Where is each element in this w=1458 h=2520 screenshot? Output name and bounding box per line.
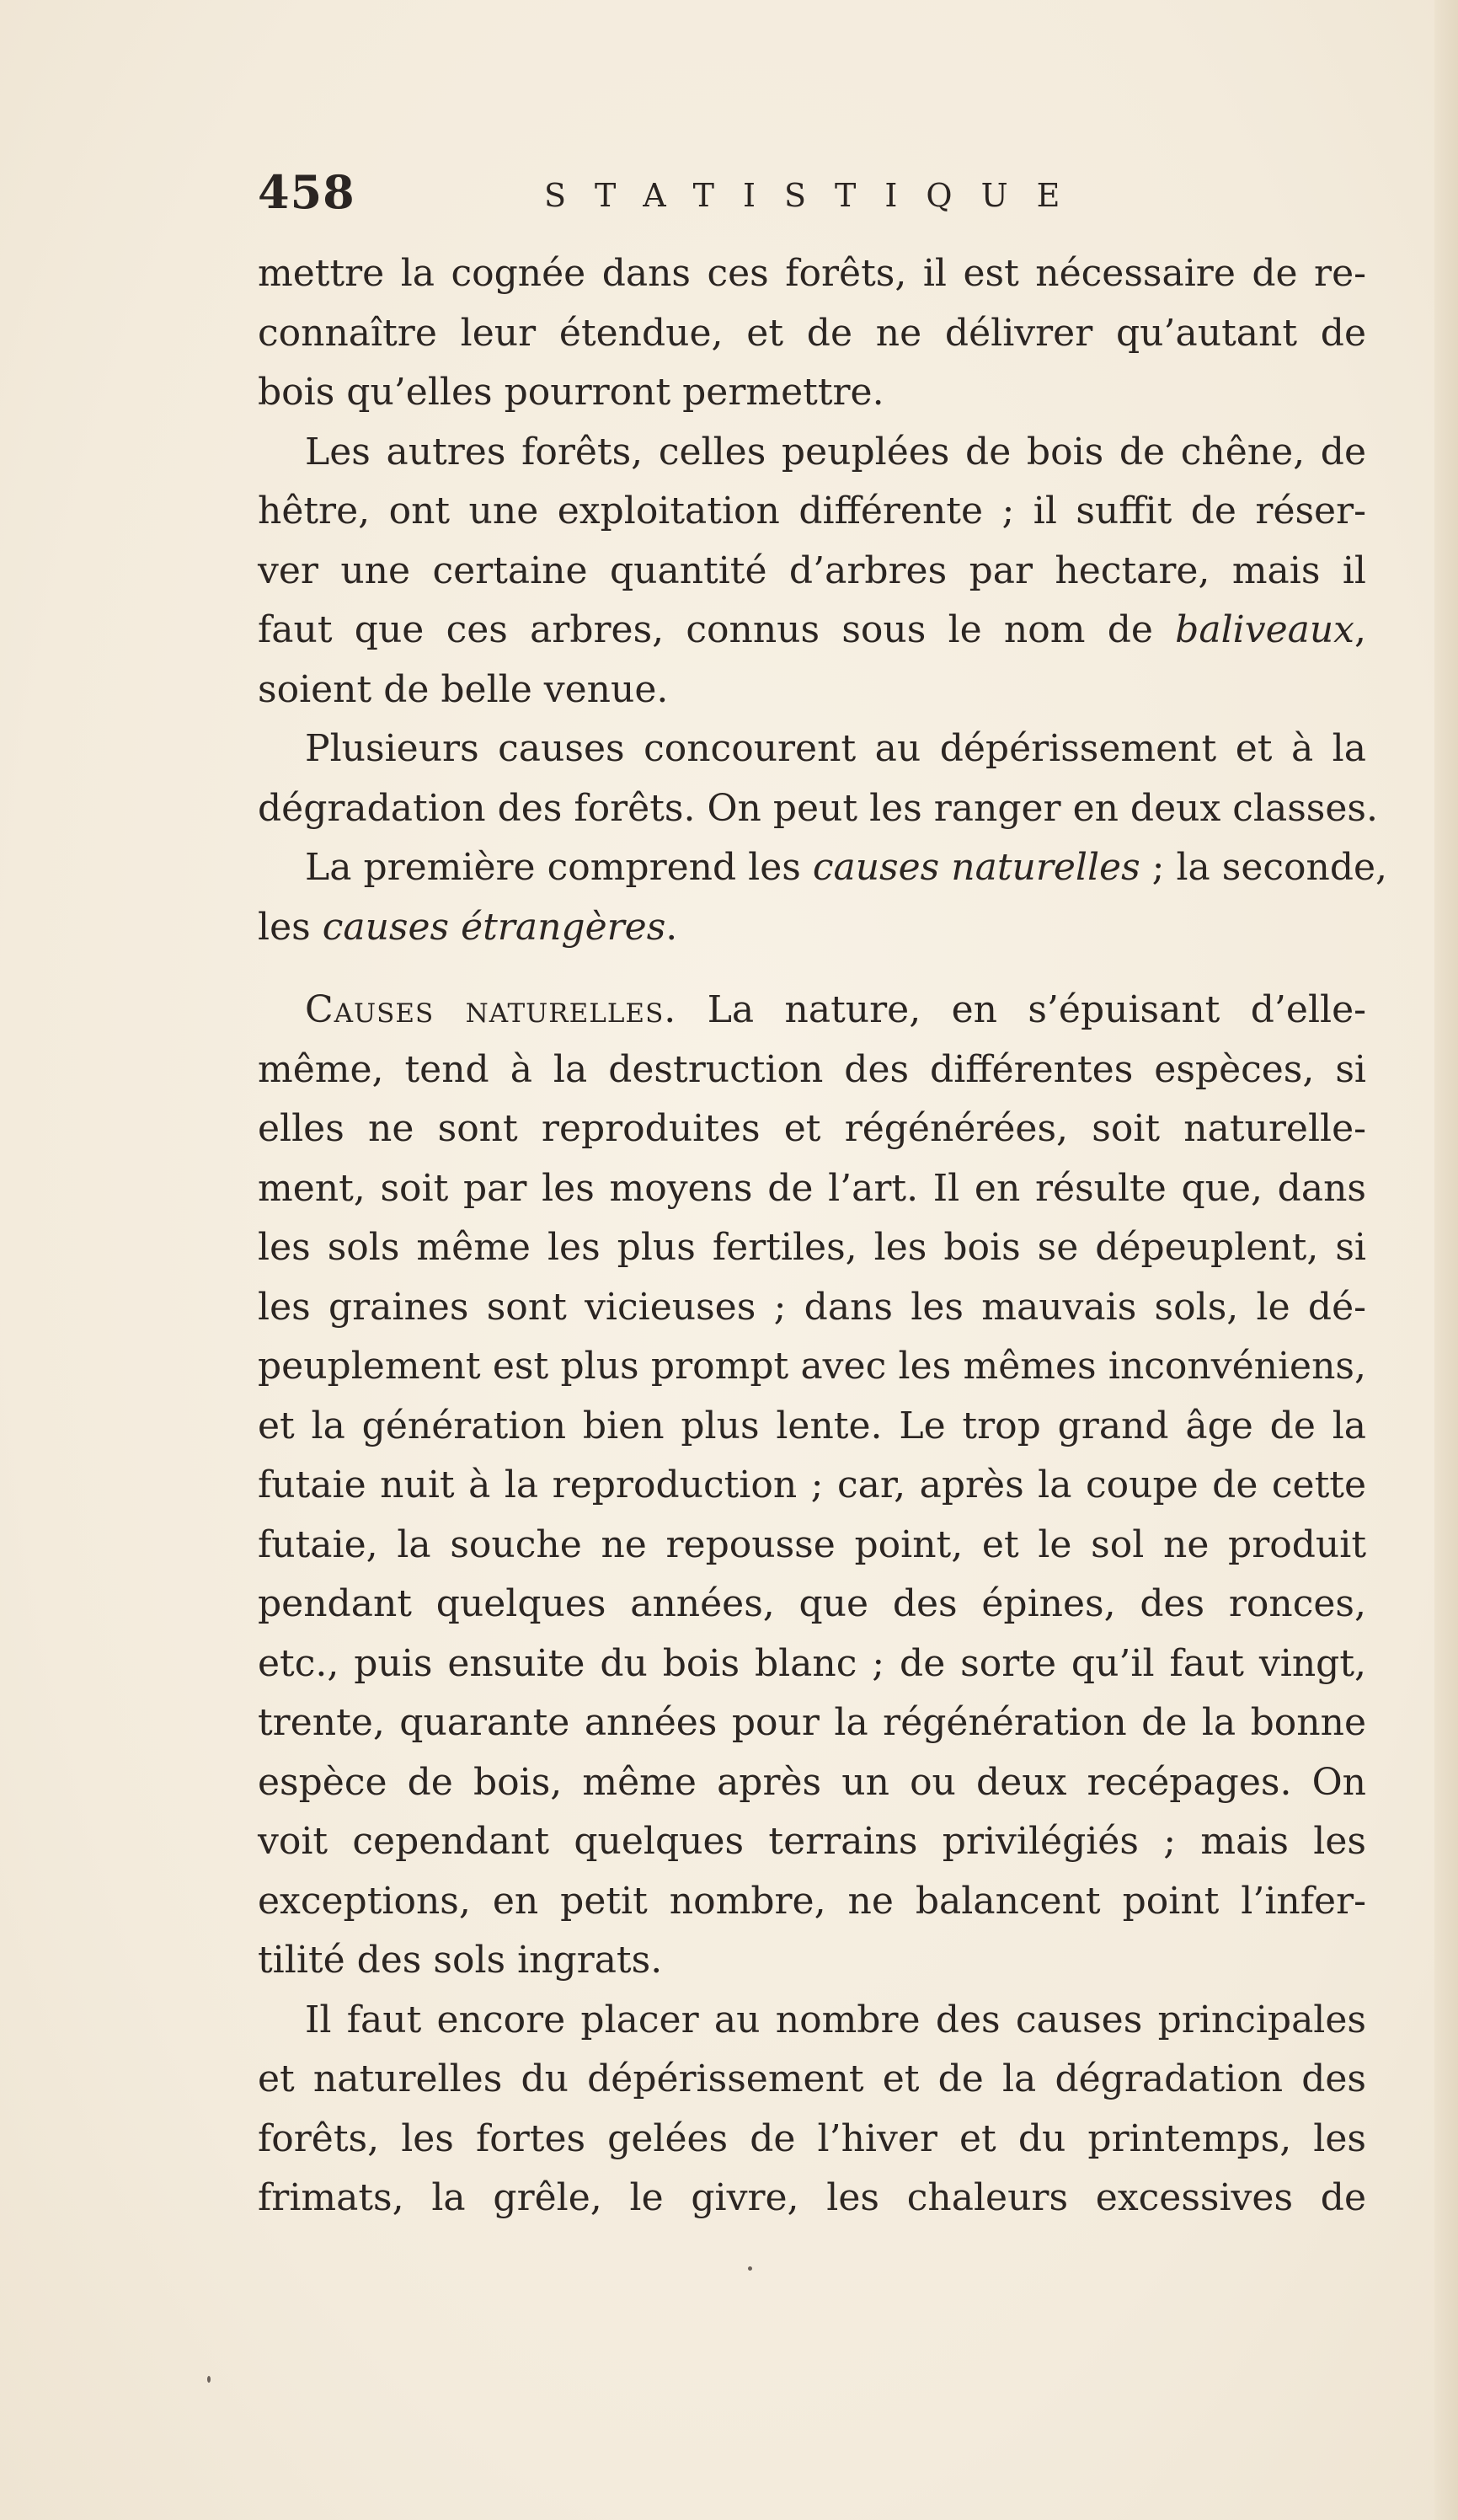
text-run: . (665, 905, 678, 949)
italic-term-causes-naturelles: causes naturelles (812, 846, 1140, 889)
text-line: elles ne sont reproduites et régénérées, soit naturelle- (258, 1107, 1366, 1150)
text-line: Plusieurs causes concourent au dépérissement et à la (305, 727, 1366, 770)
text-run: faut que ces arbres, connus sous le nom de (258, 608, 1176, 651)
text-run: La nature, en s’épuisant d’elle- (676, 988, 1366, 1031)
text-line: exceptions, en petit nombre, ne balancent point l’infer- (258, 1879, 1366, 1923)
text-line: les sols même les plus fertiles, les bois se dépeuplent, si (258, 1226, 1366, 1269)
text-line: Les autres forêts, celles peuplées de bois de chêne, de (305, 430, 1366, 474)
text-line: dégradation des forêts. On peut les ranger en deux classes. (258, 786, 1378, 830)
text-line (258, 838, 1388, 898)
text-line: peuplement est plus prompt avec les mêmes inconvéniens, (258, 1345, 1366, 1388)
text-line: futaie nuit à la reproduction ; car, après la coupe de cette (258, 1463, 1366, 1506)
text-line: connaître leur étendue, et de ne délivrer qu’autant de (258, 311, 1366, 355)
text-run: La première comprend les (305, 846, 813, 889)
italic-term-causes-etrangeres: causes étrangères (322, 905, 666, 949)
text-line: soient de belle venue. (258, 667, 669, 711)
text-line: pendant quelques années, que des épines, des ronces, (258, 1582, 1366, 1625)
running-head: STATISTIQUE (544, 177, 1089, 214)
text-line: futaie, la souche ne repousse point, et le sol ne produit (258, 1522, 1366, 1566)
text-line: Il faut encore placer au nombre des causes principales (305, 1998, 1366, 2041)
italic-term-baliveaux: baliveaux (1175, 608, 1354, 651)
text-line: voit cependant quelques terrains privilégiés ; mais les (258, 1820, 1366, 1863)
text-line: etc., puis ensuite du bois blanc ; de sorte qu’il faut vingt, (258, 1641, 1366, 1685)
text-line: hêtre, ont une exploitation différente ; il suffit de réser- (258, 490, 1366, 532)
text-line: espèce de bois, même après un ou deux recépages. On (258, 1760, 1366, 1804)
text-line: mettre la cognée dans ces forêts, il est nécessaire de re- (258, 252, 1366, 295)
text-line: bois qu’elles pourront permettre. (258, 371, 884, 414)
text-line: et la génération bien plus lente. Le trop grand âge de la (258, 1404, 1366, 1447)
page-header (258, 165, 1100, 224)
section-heading: Causes naturelles. (305, 988, 677, 1031)
page-number: 458 (258, 165, 355, 219)
text-line: ment, soit par les moyens de l’art. Il en résulte que, dans (258, 1166, 1366, 1210)
text-line: forêts, les fortes gelées de l’hiver et du printemps, les (258, 2116, 1366, 2160)
text-line: les graines sont vicieuses ; dans les mauvais sols, le dé- (258, 1285, 1366, 1329)
text-line: frimats, la grêle, le givre, les chaleurs excessives de (258, 2176, 1366, 2219)
text-run: les (258, 905, 323, 949)
page-edge (1434, 0, 1458, 2520)
paper-speck (748, 2266, 752, 2271)
text-line: et naturelles du dépérissement et de la dégradation des (258, 2057, 1366, 2100)
text-run: ; la seconde, (1140, 846, 1388, 889)
text-line (258, 981, 1366, 1041)
paper-speck (207, 2376, 211, 2383)
body-text (258, 244, 1388, 2228)
text-line (258, 601, 1366, 661)
text-run: , (1354, 608, 1366, 651)
text-line: tilité des sols ingrats. (258, 1939, 663, 1982)
text-line: ver une certaine quantité d’arbres par hectare, mais il (258, 548, 1366, 592)
text-line: même, tend à la destruction des différentes espèces, si (258, 1047, 1366, 1091)
text-line: trente, quarante années pour la régénération de la bonne (258, 1701, 1366, 1744)
text-line (258, 898, 1366, 958)
